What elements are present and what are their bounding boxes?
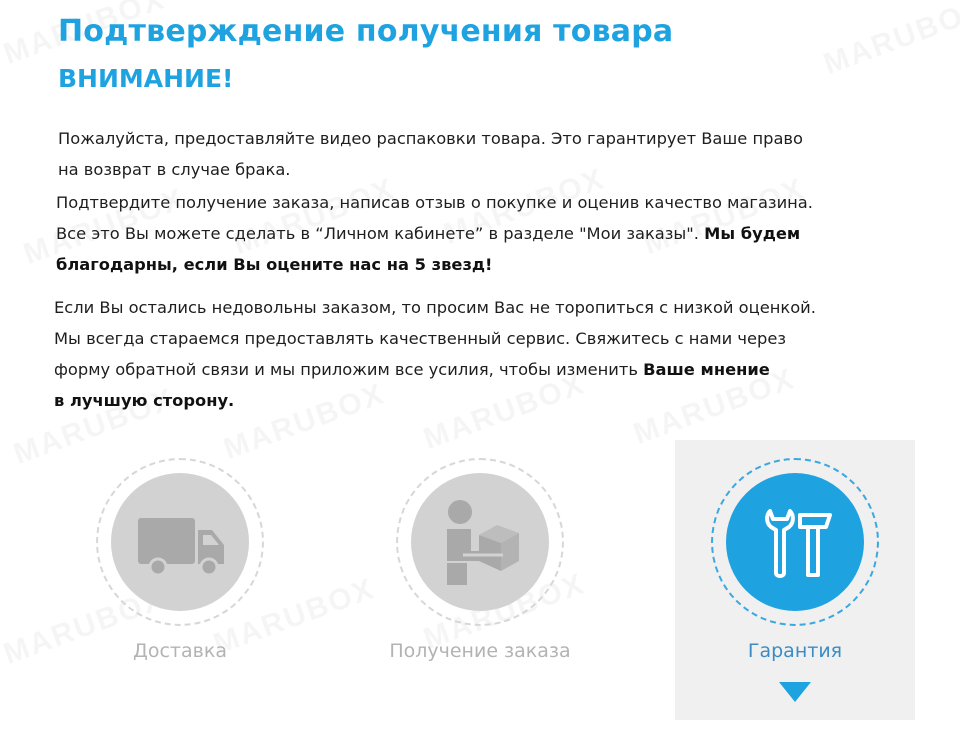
paragraph-line: Пожалуйста, предоставляйте видео распаковки товара. Это гарантирует Ваше право — [58, 129, 803, 148]
watermark — [819, 0, 960, 82]
paragraph-line — [56, 249, 813, 280]
paragraph-bold-text: в лучшую сторону. — [54, 391, 235, 410]
paragraph-line — [56, 218, 813, 249]
person-box-icon — [411, 473, 549, 611]
paragraph-line: на возврат в случае брака. — [58, 160, 291, 179]
paragraph-bold-text: благодарны, если Вы оцените нас на 5 звезд! — [56, 255, 493, 274]
truck-icon — [111, 473, 249, 611]
step-delivery — [60, 440, 300, 720]
dissatisfied-paragraph — [54, 292, 816, 416]
unboxing-video-paragraph — [58, 123, 803, 185]
paragraph-line: Если Вы остались недовольны заказом, то просим Вас не торопиться с низкой оценкой. — [54, 298, 816, 317]
active-step-marker — [779, 682, 811, 702]
paragraph-bold-text: Мы будем — [704, 224, 801, 243]
attention-heading: ВНИМАНИЕ! — [58, 64, 234, 93]
step-disc — [726, 473, 864, 611]
page-title: Подтверждение получения товара — [58, 14, 674, 49]
step-order-received — [360, 440, 600, 720]
paragraph-line: Подтвердите получение заказа, написав отзыв о покупке и оценив качество магазина. — [56, 193, 813, 212]
paragraph-line — [54, 354, 816, 385]
step-warranty — [675, 440, 915, 720]
tools-icon — [726, 473, 864, 611]
step-label: Гарантия — [747, 640, 843, 662]
paragraph-bold-text: Ваше мнение — [643, 360, 770, 379]
paragraph-text: Все это Вы можете сделать в “Личном кабинете” в разделе "Мои заказы". — [56, 224, 705, 243]
step-label: Получение заказа — [389, 640, 571, 662]
step-disc — [411, 473, 549, 611]
step-label: Доставка — [133, 640, 227, 662]
paragraph-line — [54, 385, 816, 416]
step-disc — [111, 473, 249, 611]
review-request-paragraph — [56, 187, 813, 280]
paragraph-line: Мы всегда стараемся предоставлять качественный сервис. Свяжитесь с нами через — [54, 329, 787, 348]
paragraph-text: форму обратной связи и мы приложим все усилия, чтобы изменить — [54, 360, 644, 379]
